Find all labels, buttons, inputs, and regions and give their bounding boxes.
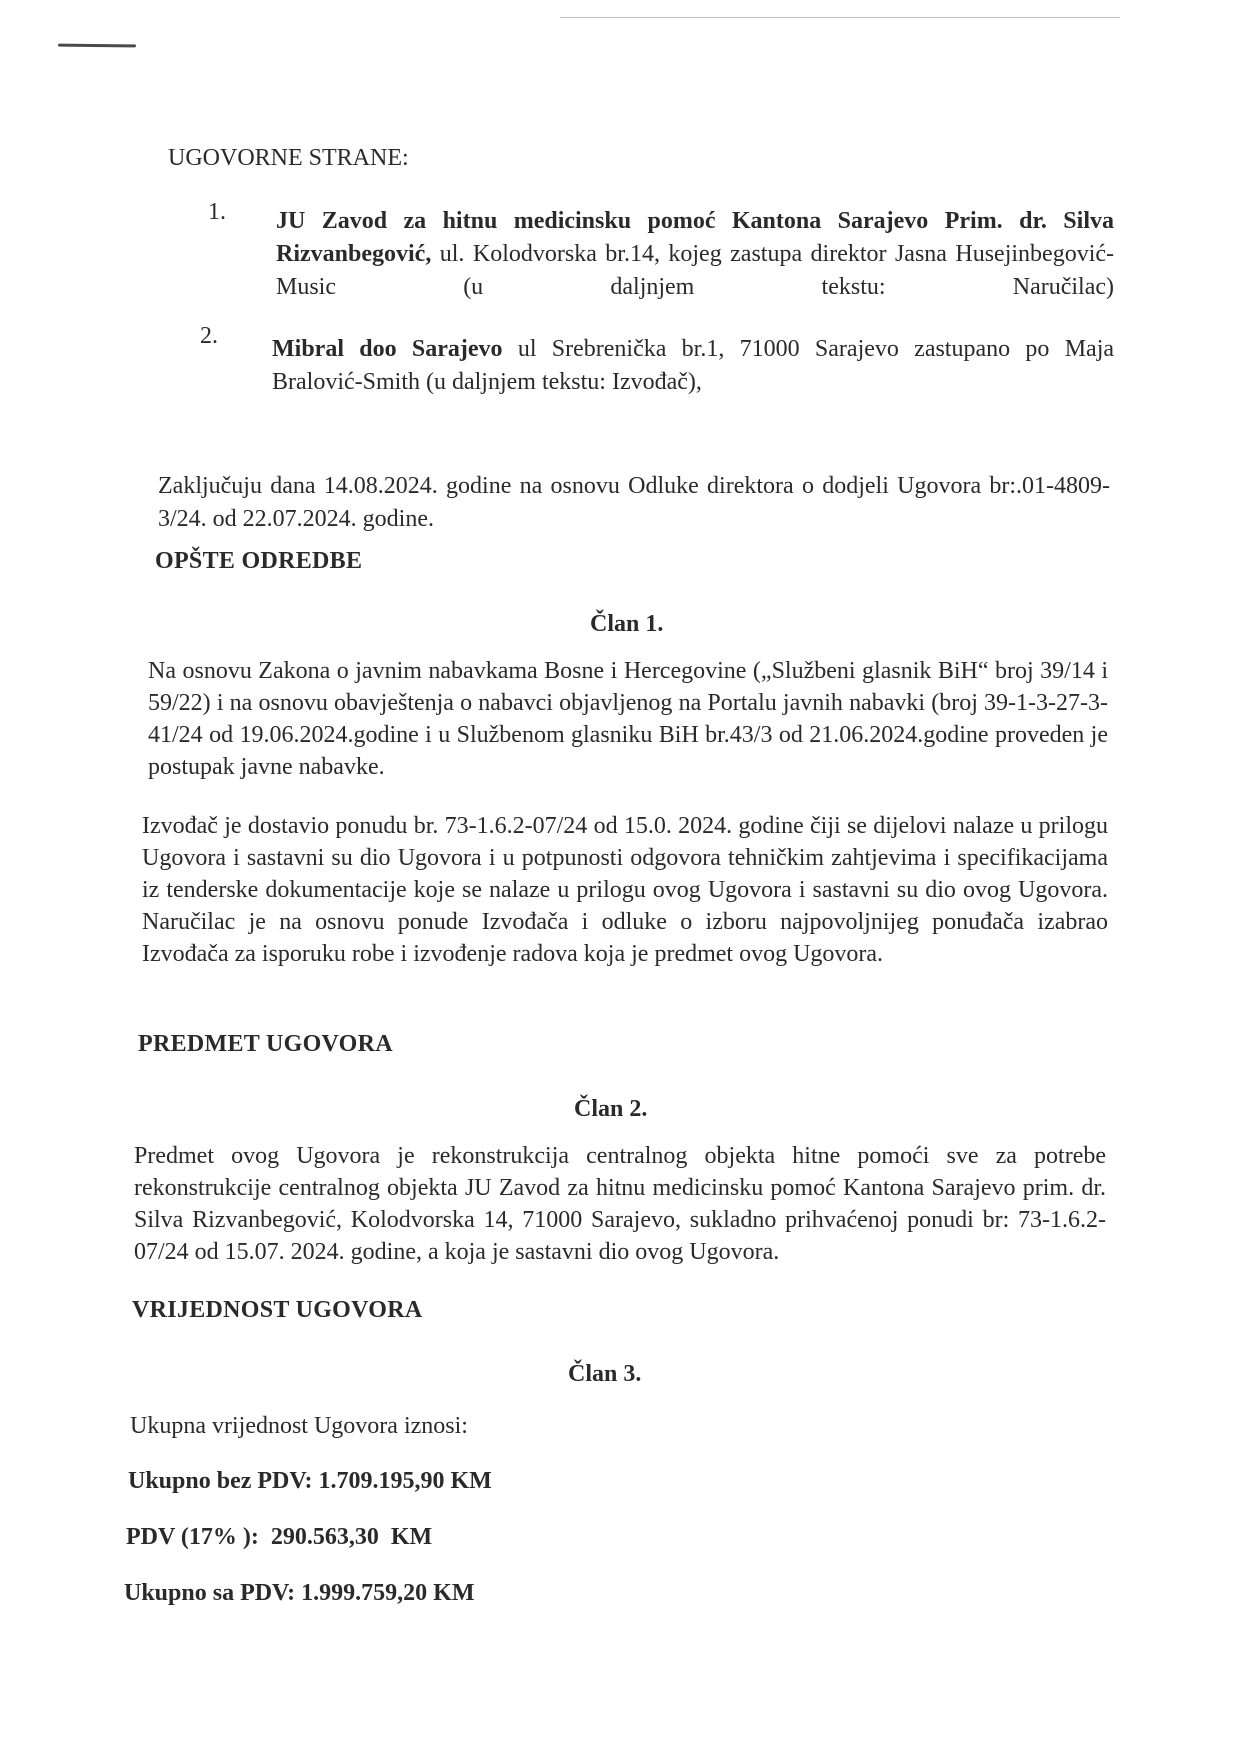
party-1-text: ul. Kolodvorska br.14, kojeg zastupa direktor Jasna Husejinbegović-Music (u daljnjem tekstu: Naručilac) — [276, 241, 1115, 300]
heading-value: VRIJEDNOST UGOVORA — [132, 1297, 423, 1323]
party-2-number: 2. — [200, 323, 218, 349]
value-intro: Ukupna vrijednost Ugovora iznosi: — [130, 1413, 468, 1439]
party-1-name: JU Zavod za hitnu medicinsku pomoć Kantona Sarajevo Prim. dr. Silva Rizvanbegović, — [276, 208, 1114, 267]
value-without-vat: Ukupno bez PDV: 1.709.195,90 KM — [128, 1468, 492, 1494]
party-1-block — [276, 205, 1114, 304]
parties-title: UGOVORNE STRANE: — [168, 145, 409, 171]
party-2-name: Mibral doo Sarajevo — [272, 336, 503, 362]
intro-paragraph: Zaključuju dana 14.08.2024. godine na osnovu Odluke direktora o dodjeli Ugovora br:.01-4809-3/24. od 22.07.2024. godine. — [158, 473, 1110, 532]
scan-mark — [58, 44, 136, 48]
article-2-paragraph: Predmet ovog Ugovora je rekonstrukcija centralnog objekta hitne pomoći sve za potrebe rekonstrukcije centralnog objekta JU Zavod za hitnu medicinsku pomoć Kantona Sarajevo prim. dr. Silva Rizvanbegović, Kolodvorska 14, 71000 Sarajevo, sukladno prihvaćenoj ponudi br: 73-1.6.2-07/24 od 15.07. 2024. godine, a koja je sastavni dio ovog Ugovora. — [134, 1143, 1106, 1265]
article-1-paragraph-1: Na osnovu Zakona o javnim nabavkama Bosne i Hercegovine („Službeni glasnik BiH“ broj 39/14 i 59/22) i na osnovu obavještenja o nabavci objavljenog na Portalu javnih nabavki (broj 39-1-3-27-3-41/24 od 19.06.2024.godine i u Službenom glasniku BiH br.43/3 od 21.06.2024.godine proveden je postupak javne nabavke. — [148, 658, 1108, 780]
article-1-title: Član 1. — [590, 611, 664, 637]
article-3-title: Član 3. — [568, 1361, 642, 1387]
value-with-vat: Ukupno sa PDV: 1.999.759,20 KM — [124, 1580, 475, 1606]
heading-subject: PREDMET UGOVORA — [138, 1031, 393, 1057]
heading-general: OPŠTE ODREDBE — [155, 548, 363, 574]
article-2-title: Član 2. — [574, 1096, 648, 1122]
party-2-block — [272, 333, 1114, 399]
scan-edge-line — [560, 17, 1120, 18]
article-1-paragraph-2: Izvođač je dostavio ponudu br. 73-1.6.2-07/24 od 15.0. 2024. godine čiji se dijelovi nalaze u prilogu Ugovora i sastavni su dio Ugovora i u potpunosti odgovora tehničkim zahtjevima i specifikacijama iz tenderske dokumentacije koje se nalaze u prilogu ovog Ugovora i sastavni su dio ovog Ugovora. Naručilac je na osnovu ponude Izvođača i odluke o izboru najpovoljnijeg ponuđača izabrao Izvođača za isporuku robe i izvođenje radova koja je predmet ovog Ugovora. — [142, 813, 1108, 967]
party-2-text: ul Srebrenička br.1, 71000 Sarajevo zastupano po Maja Bralović-Smith (u daljnjem tekstu: Izvođač), — [272, 336, 1115, 395]
value-vat: PDV (17% ): 290.563,30 KM — [126, 1524, 433, 1550]
party-1-number: 1. — [208, 199, 226, 225]
